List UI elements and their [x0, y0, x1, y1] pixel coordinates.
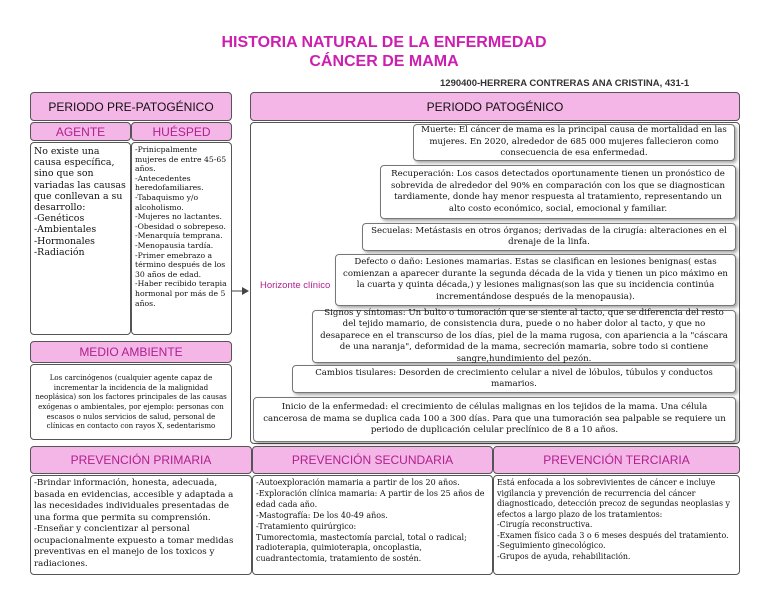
huesped-header: HUÉSPED [131, 122, 232, 141]
step-cambios: Cambios tisulares: Desorden de crecimiento celular a nivel de lóbulos, túbulos y conductos mamarios. [292, 365, 736, 393]
step-defecto: Defecto o daño: Lesiones mamarias. Estas se clasifican en lesiones benignas( estas comienzan a aparecer durante la segunda década de la vida y tienen un pico máximo en la cuarta y quinta década,) y lesiones malignas(son las que su incidencia continúa incrementándose después de la menopausia). [335, 254, 736, 306]
prevencion-terciaria-header: PREVENCIÓN TERCIARIA [493, 446, 740, 474]
medio-ambiente-box [30, 364, 232, 440]
prevencion-terciaria-text: Está enfocada a los sobrevivientes de cáncer e incluye vigilancia y prevención de recurrencia del cáncer diagnosticado, detección precoz de segundas neoplasias y efectos a largo plazo de los tratamientos: -Cirugía reconstructiva. -Examen físico cada 3 o 6 meses después del tratamiento. -Seguimiento ginecológico. -Grupos de ayuda, rehabilitación. [497, 478, 730, 561]
step-recuperacion: Recuperación: Los casos detectados oportunamente tienen un pronóstico de sobrevida de alrededor del 90% en comparación con los que se diagnostican tardiamente, donde hay menor respuesta al tratamiento, representando un alto costo económico, social, emocional y familiar. [380, 165, 736, 219]
prevencion-terciaria-box [493, 475, 740, 575]
agente-header: AGENTE [30, 122, 131, 141]
prevencion-primaria-text: -Brindar información, honesta, adecuada, basada en evidencias, accesible y adaptada a las necesidades individuales presentadas de una forma que permita su comprensión. -Enseñar y concientizar al personal ocupacionalmente expuesto a tomar medidas preventivas en el manejo de los toxicos y radiaciones. [34, 478, 234, 569]
prevencion-primaria-box [30, 475, 252, 575]
prevencion-secundaria-box [252, 475, 493, 575]
agente-box [30, 142, 131, 335]
prepatogenico-header: PERIODO PRE-PATOGÉNICO [30, 92, 232, 121]
agente-text: No existe una causa específica, sino que son variadas las causas que conllevan a su desarrollo: -Genéticos -Ambientales -Hormonales -Radiación [34, 146, 126, 258]
huesped-box [131, 142, 232, 335]
huesped-text: -Prinicpalmente mujeres de entre 45-65 años. -Antecedentes heredofamiliares. -Tabaquismo y/o alcoholismo. -Mujeres no lactantes. -Obesidad o sobrepeso. -Menarquía temprana. -Menopausia tardía. -Primer emebrazo a término después de los 30 años de edad. -Haber recibido terapia hormonal por más de 5 años. [135, 145, 227, 308]
horizonte-clinico-label: Horizonte clínico [260, 280, 331, 291]
title-line-2: CÁNCER DE MAMA [309, 53, 459, 70]
step-secuelas: Secuelas: Metástasis en otros órganos; derivadas de la cirugía: alteraciones en el drenaje de la linfa. [362, 223, 736, 251]
step-signos: Signos y síntomas: Un bulto o tumoración que se siente al tacto, que se diferencia del resto del tejido mamario, de consistencia dura, puede o no haber dolor al tacto, y que no desaparece en el transcurso de los días, piel de la mama rugosa, con apariencia a la "cáscara de una naranja", deformidad de la mama, secreción mamaria, sobre todo si contiene sangre,hundimiento del pezón. [312, 310, 736, 363]
title-line-1: HISTORIA NATURAL DE LA ENFERMEDAD [221, 34, 547, 51]
medio-ambiente-header: MEDIO AMBIENTE [30, 341, 232, 363]
medio-ambiente-text: Los carcinógenos (cualquier agente capaz de incrementar la incidencia de la malignidad neoplásica) son los factores principales de las causas exógenas o ambientales, por ejemplo: personas con escasos o nulos servicios de salud, personal de clínicas en contacto con rayos X, sedentarismo [35, 373, 227, 431]
author-line: 1290400-HERRERA CONTRERAS ANA CRISTINA, 431-1 [440, 78, 690, 89]
step-inicio: Inicio de la enfermedad: el crecimiento de células malignas en los tejidos de la mama. Una célula cancerosa de mama se duplica cada 100 a 300 días. Para que una tumoración sea palpable se requiere un periodo de duplicación celular preclínico de 8 a 10 años. [253, 397, 736, 442]
patogenico-header: PERIODO PATOGÉNICO [250, 92, 740, 121]
arrow-right-icon [232, 282, 250, 294]
step-muerte: Muerte: El cáncer de mama es la principal causa de mortalidad en las mujeres. En 2020, alrededor de 685 000 mujeres fallecieron como consecuencia de esa enfermedad. [413, 124, 735, 161]
prevencion-secundaria-text: -Autoexploración mamaria a partir de los 20 años. -Exploración clínica mamaria: A partir de los 25 años de edad cada año. -Mastografía: De los 40-49 años. -Tratamiento quirúrgico: Tumorectomia, mastectomía parcial, total o radical; radioterapia, quimioterapia, oncoplastia, cuadrantectomia, tratamiento de sostén. [256, 478, 485, 564]
prevencion-secundaria-header: PREVENCIÓN SECUNDARIA [252, 446, 493, 474]
prevencion-primaria-header: PREVENCIÓN PRIMARIA [30, 446, 252, 474]
